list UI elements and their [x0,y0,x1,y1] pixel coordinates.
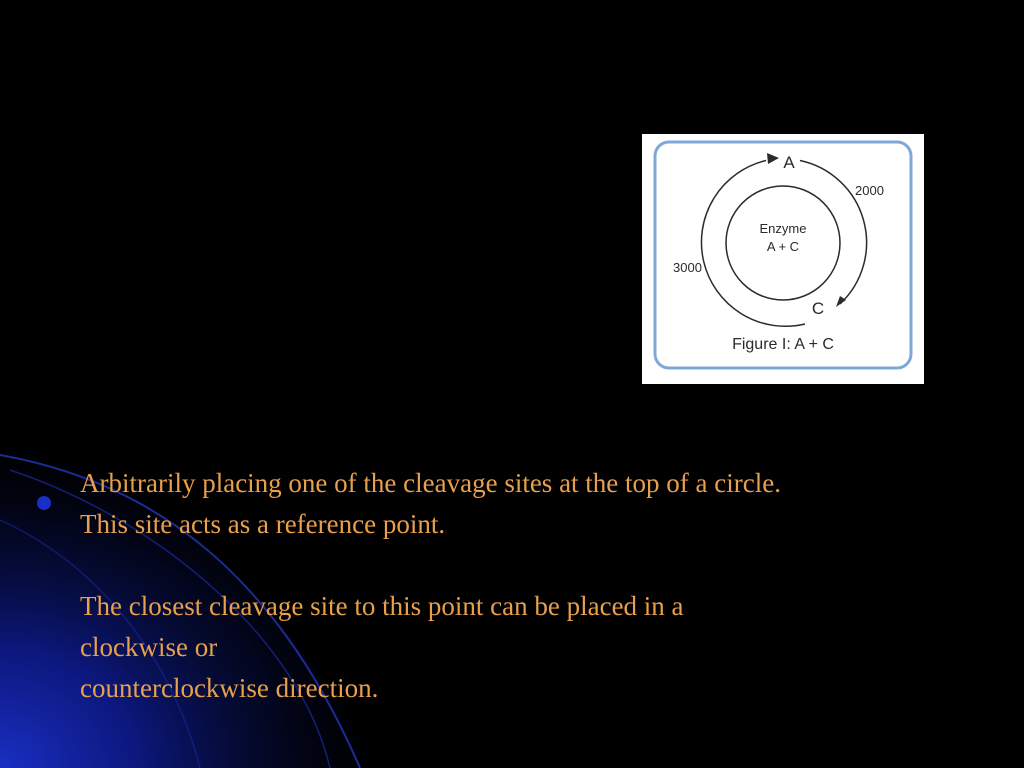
arc-label-3000: 3000 [673,260,702,275]
enzyme-sites-label: A + C [766,239,800,254]
paragraph1-line2: This site acts as a reference point. [80,509,446,539]
paragraph1-line1: Arbitrarily placing one of the cleavage sites at the top of a circle. [80,468,781,498]
blue-dot [37,496,51,510]
paragraph2-line1: The closest cleavage site to this point can be placed in a [80,591,684,621]
body-text [80,463,980,709]
figure-caption: Figure I: A + C [732,336,834,353]
figure-panel [642,134,924,384]
restriction-map-diagram [642,134,924,384]
paragraph-gap [80,545,980,586]
figure-border [655,142,911,368]
enzyme-label: Enzyme [759,221,807,236]
site-label-c: C [811,299,825,318]
site-label-a: A [783,153,795,172]
paragraph2-line2: clockwise or [80,632,218,662]
paragraph2-line3: counterclockwise direction. [80,673,379,703]
arc-label-2000: 2000 [855,183,884,198]
